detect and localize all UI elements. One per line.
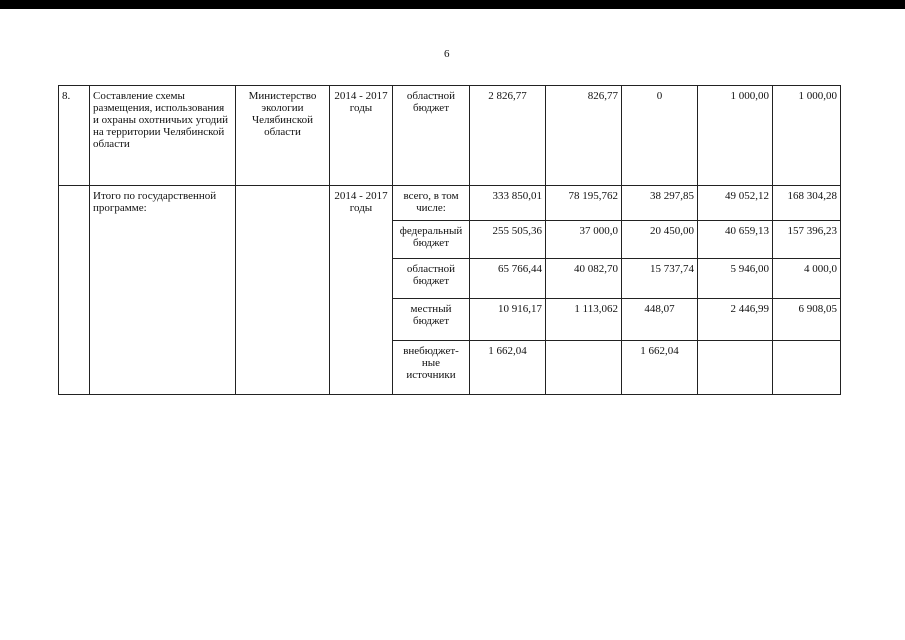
- period: 2014 - 2017 годы: [330, 186, 393, 395]
- value-total: 255 505,36: [470, 221, 546, 259]
- value-2015: 0: [622, 86, 698, 186]
- activity-name: Составление схемы размещения, использования и охраны охотничьих угодий на территории Челябинской области: [90, 86, 236, 186]
- value-2014: 826,77: [546, 86, 622, 186]
- funding-source: местный бюджет: [393, 299, 470, 341]
- value-2017: 157 396,23: [773, 221, 841, 259]
- funding-source: областной бюджет: [393, 86, 470, 186]
- row-number: 8.: [59, 86, 90, 186]
- value-2017: 4 000,0: [773, 259, 841, 299]
- period: 2014 - 2017 годы: [330, 86, 393, 186]
- value-2016: 5 946,00: [698, 259, 773, 299]
- executor: Министерство экологии Челябинской области: [236, 86, 330, 186]
- value-total: 333 850,01: [470, 186, 546, 221]
- value-2017: 6 908,05: [773, 299, 841, 341]
- table-row-total-all: [59, 186, 841, 221]
- value-2014: 78 195,762: [546, 186, 622, 221]
- funding-source: федеральный бюджет: [393, 221, 470, 259]
- value-2014: 1 113,062: [546, 299, 622, 341]
- page-number: 6: [444, 48, 450, 60]
- funding-source: внебюджет-ные источники: [393, 341, 470, 395]
- value-2015: 20 450,00: [622, 221, 698, 259]
- value-2015: 1 662,04: [622, 341, 698, 395]
- value-total: 10 916,17: [470, 299, 546, 341]
- value-total: 1 662,04: [470, 341, 546, 395]
- value-2017: 1 000,00: [773, 86, 841, 186]
- value-2016: 1 000,00: [698, 86, 773, 186]
- row-number: [59, 186, 90, 395]
- table-row-item-8: [59, 86, 841, 186]
- value-2016: 49 052,12: [698, 186, 773, 221]
- value-2015: 38 297,85: [622, 186, 698, 221]
- value-2014: [546, 341, 622, 395]
- budget-table: [58, 85, 841, 395]
- funding-source: всего, в том числе:: [393, 186, 470, 221]
- value-2015: 15 737,74: [622, 259, 698, 299]
- value-2016: 2 446,99: [698, 299, 773, 341]
- value-total: 65 766,44: [470, 259, 546, 299]
- scan-top-border: [0, 0, 905, 9]
- value-2015: 448,07: [622, 299, 698, 341]
- value-2016: 40 659,13: [698, 221, 773, 259]
- total-label: Итого по государственной программе:: [90, 186, 236, 395]
- value-2017: 168 304,28: [773, 186, 841, 221]
- value-2014: 37 000,0: [546, 221, 622, 259]
- value-2017: [773, 341, 841, 395]
- funding-source: областной бюджет: [393, 259, 470, 299]
- executor: [236, 186, 330, 395]
- value-2014: 40 082,70: [546, 259, 622, 299]
- value-total: 2 826,77: [470, 86, 546, 186]
- value-2016: [698, 341, 773, 395]
